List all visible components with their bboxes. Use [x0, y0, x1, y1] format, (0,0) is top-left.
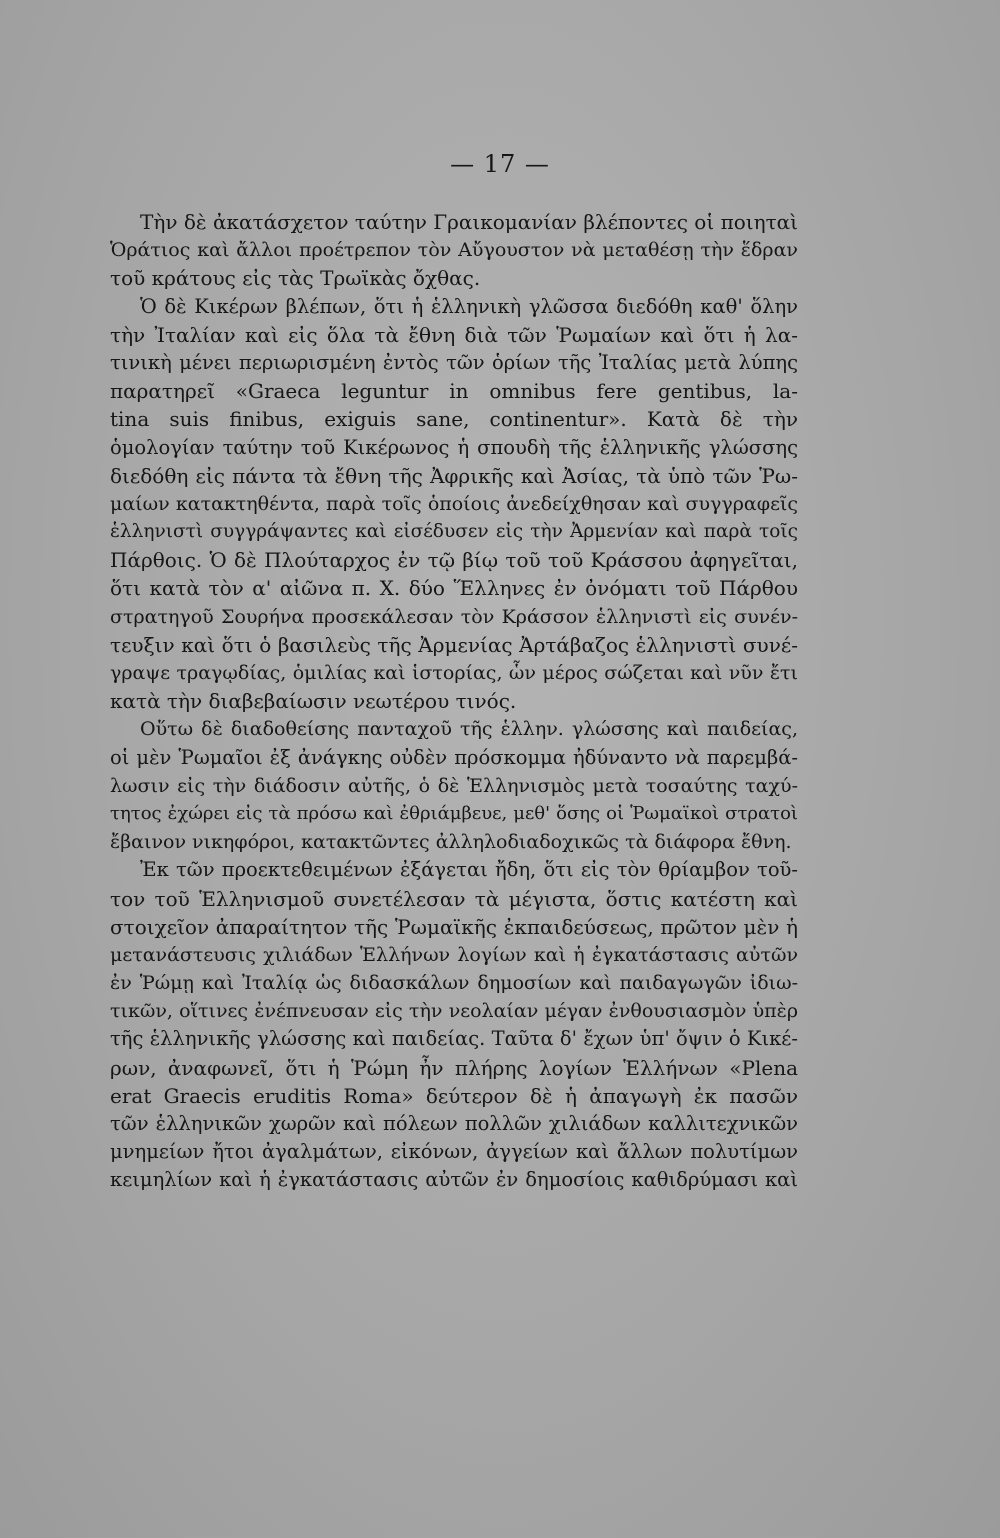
text-line: τινικὴ μένει περιωρισμένη ἐντὸς τῶν ὁρίων τῆς Ἰταλίας μετὰ λύπης — [110, 350, 798, 374]
text-line: ρων, ἀναφωνεῖ, ὅτι ἡ Ῥώμη ἦν πλήρης λογίων Ἑλλήνων «Plena — [110, 1055, 798, 1080]
text-line: Οὕτω δὲ διαδοθείσης πανταχοῦ τῆς ἑλλην. γλώσσης καὶ παιδείας, — [140, 718, 798, 741]
text-line: Ὁράτιος καὶ ἄλλοι προέτρεπον τὸν Αὔγουστον νὰ μεταθέσῃ τὴν ἕδραν — [110, 239, 798, 262]
text-line: ἔβαινον νικηφόροι, κατακτῶντες ἀλληλοδιαδοχικῶς τὰ διάφορα ἔθνη. — [110, 831, 792, 854]
body-text — [110, 208, 798, 1195]
text-line: Ὁ δὲ Κικέρων βλέπων, ὅτι ἡ ἑλληνικὴ γλῶσσα διεδόθη καθ' ὅλην — [140, 294, 798, 318]
text-line: τον τοῦ Ἑλληνισμοῦ συνετέλεσαν τὰ μέγιστα, ὅστις κατέστη καὶ — [110, 886, 798, 911]
text-line: ὁμολογίαν ταύτην τοῦ Κικέρωνος ἡ σπουδὴ τῆς ἑλληνικῆς γλώσσης — [110, 435, 798, 459]
text-line: παρατηρεῖ «Graeca leguntur in omnibus fere gentibus, la- — [110, 379, 798, 404]
text-line: ἑλληνιστὶ συγγράψαντες καὶ εἰσέδυσεν εἰς τὴν Ἀρμενίαν καὶ παρὰ τοῖς — [110, 521, 798, 543]
text-line: γραψε τραγῳδίας, ὁμιλίας καὶ ἱστορίας, ὧν μέρος σώζεται καὶ νῦν ἔτι — [110, 662, 798, 684]
text-line: Πάρθοις. Ὁ δὲ Πλούταρχος ἐν τῷ βίῳ τοῦ τοῦ Κράσσου ἀφηγεῖται, — [110, 548, 798, 573]
text-line: μαίων κατακτηθέντα, παρὰ τοῖς ὁποίοις ἀνεδείχθησαν καὶ συγγραφεῖς — [110, 492, 798, 515]
text-line: τευξιν καὶ ὅτι ὁ βασιλεὺς τῆς Ἀρμενίας Ἀρτάβαζος ἑλληνιστὶ συνέ- — [110, 632, 798, 657]
text-line: οἱ μὲν Ῥωμαῖοι ἐξ ἀνάγκης οὐδὲν πρόσκομμα ἠδύναντο νὰ παρεμβά- — [110, 745, 798, 769]
text-line: Ἐκ τῶν προεκτεθειμένων ἐξάγεται ἤδη, ὅτι εἰς τὸν θρίαμβον τοῦ- — [140, 858, 798, 882]
text-line: κειμηλίων καὶ ἡ ἐγκατάστασις αὐτῶν ἐν δημοσίοις καθιδρύμασι καὶ — [110, 1168, 798, 1192]
text-line: κατὰ τὴν διαβεβαίωσιν νεωτέρου τινός. — [110, 689, 517, 714]
text-line: τῶν ἑλληνικῶν χωρῶν καὶ πόλεων πολλῶν χιλιάδων καλλιτεχνικῶν — [110, 1112, 798, 1135]
text-line: διεδόθη εἰς πάντα τὰ ἔθνη τῆς Ἀφρικῆς καὶ Ἀσίας, τὰ ὑπὸ τῶν Ῥω- — [110, 463, 798, 488]
text-line: μετανάστευσις χιλιάδων Ἑλλήνων λογίων καὶ ἡ ἐγκατάστασις αὐτῶν — [110, 943, 798, 966]
text-line: ἐν Ῥώμῃ καὶ Ἰταλίᾳ ὡς διδασκάλων δημοσίων καὶ παιδαγωγῶν ἰδιω- — [110, 972, 798, 995]
text-line: τῆς ἑλληνικῆς γλώσσης καὶ παιδείας. Ταῦτα δ' ἔχων ὑπ' ὄψιν ὁ Κικέ- — [110, 1027, 798, 1051]
text-line: erat Graecis eruditis Roma» δεύτερον δὲ ἡ ἀπαγωγὴ ἐκ πασῶν — [110, 1083, 798, 1108]
text-line: μνημείων ἤτοι ἀγαλμάτων, εἰκόνων, ἀγγείων καὶ ἄλλων πολυτίμων — [110, 1140, 798, 1164]
text-line: στοιχεῖον ἀπαραίτητον τῆς Ῥωμαϊκῆς ἐκπαιδεύσεως, πρῶτον μὲν ἡ — [110, 914, 798, 939]
text-line: λωσιν εἰς τὴν διάδοσιν αὐτῆς, ὁ δὲ Ἑλληνισμὸς μετὰ τοσαύτης ταχύ- — [110, 774, 798, 797]
text-line: στρατηγοῦ Σουρήνα προσεκάλεσαν τὸν Κράσσον ἑλληνιστὶ εἰς συνέν- — [110, 605, 798, 628]
text-line: τητος ἐχώρει εἰς τὰ πρόσω καὶ ἐθριάμβευε, μεθ' ὅσης οἱ Ῥωμαϊκοὶ στρατοὶ — [110, 802, 798, 824]
text-line: tina suis finibus, exiguis sane, continentur». Κατὰ δὲ τὴν — [110, 407, 798, 432]
text-line: Τὴν δὲ ἀκατάσχετον ταύτην Γραικομανίαν βλέποντες οἱ ποιηταὶ — [140, 210, 798, 234]
text-line: τὴν Ἰταλίαν καὶ εἰς ὅλα τὰ ἔθνη διὰ τῶν Ῥωμαίων καὶ ὅτι ἡ λα- — [110, 322, 798, 347]
text-line: τικῶν, οἵτινες ἐνέπνευσαν εἰς τὴν νεολαίαν μέγαν ἐνθουσιασμὸν ὑπὲρ — [110, 1000, 798, 1023]
page-number: — 17 — — [450, 150, 550, 178]
text-line: τοῦ κράτους εἰς τὰς Τρωϊκὰς ὄχθας. — [110, 266, 481, 291]
text-line: ὅτι κατὰ τὸν α' αἰῶνα π. Χ. δύο Ἕλληνες ἐν ὀνόματι τοῦ Πάρθου — [110, 576, 798, 601]
